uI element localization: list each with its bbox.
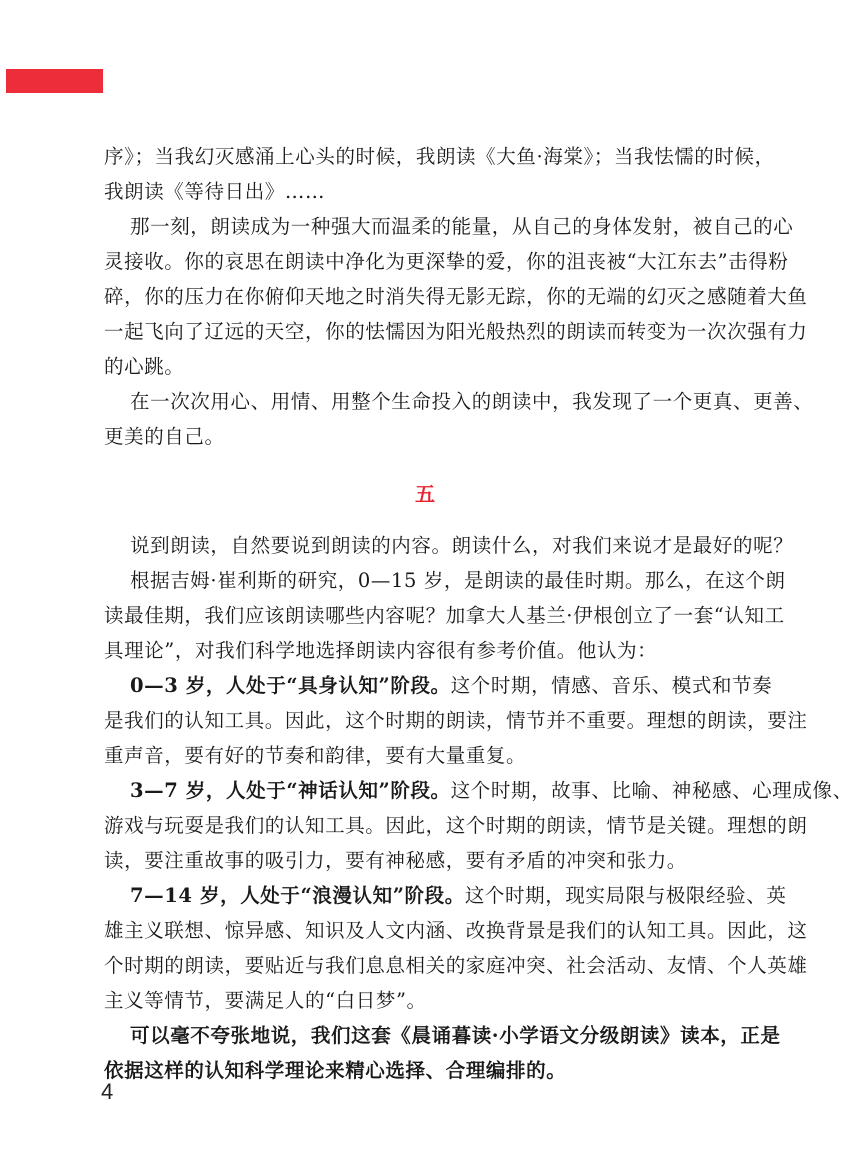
page-body	[104, 139, 853, 1088]
paragraph-line: 说到朗读，自然要说到朗读的内容。朗读什么，对我们来说才是最好的呢？	[130, 534, 794, 557]
page-number: 4	[101, 1079, 114, 1104]
paragraph-line: 具理论”，对我们科学地选择朗读内容很有参考价值。他认为：	[104, 639, 658, 662]
conclusion-line: 可以毫不夸张地说，我们这套《晨诵暮读·小学语文分级朗读》读本，正是	[130, 1024, 781, 1047]
paragraph-line: 读最佳期，我们应该朗读哪些内容呢？加拿大人基兰·伊根创立了一套“认知工	[104, 604, 785, 627]
paragraph-line: 我朗读《等待日出》……	[104, 180, 326, 203]
stage-heading: 7—14 岁，人处于“浪漫认知”阶段。	[130, 884, 465, 907]
paragraph-text: 这个时期，现实局限与极限经验、英	[464, 884, 787, 907]
paragraph-line: 重声音，要有好的节奏和韵律，要有大量重复。	[104, 744, 527, 767]
paragraph-line: 灵接收。你的哀思在朗读中净化为更深挚的爱，你的沮丧被“大江东去”击得粉	[104, 250, 789, 273]
conclusion-line: 依据这样的认知科学理论来精心选择、合理编排的。	[104, 1059, 567, 1082]
paragraph-line	[104, 878, 787, 913]
paragraph-line: 个时期的朗读，要贴近与我们息息相关的家庭冲突、社会活动、友情、个人英雄	[104, 954, 808, 977]
paragraph-line: 序》；当我幻灭感涌上心头的时候，我朗读《大鱼·海棠》；当我怯懦的时候，	[104, 145, 775, 168]
paragraph-line	[104, 668, 773, 703]
stage-heading: 3—7 岁，人处于“神话认知”阶段。	[130, 779, 451, 802]
paragraph-line: 那一刻，朗读成为一种强大而温柔的能量，从自己的身体发射，被自己的心	[130, 215, 794, 238]
paragraph-line: 一起飞向了辽远的天空，你的怯懦因为阳光般热烈的朗读而转变为一次次强有力	[104, 320, 808, 343]
chapter-color-tab	[6, 69, 103, 93]
paragraph-line: 主义等情节，要满足人的“白日梦”。	[104, 989, 427, 1012]
paragraph-line: 碎，你的压力在你俯仰天地之时消失得无影无踪，你的无端的幻灭之感随着大鱼	[104, 285, 808, 308]
section-title: 五	[415, 482, 435, 506]
paragraph-line	[104, 773, 853, 808]
paragraph-line: 更美的自己。	[104, 425, 225, 448]
paragraph-line: 是我们的认知工具。因此，这个时期的朗读，情节并不重要。理想的朗读，要注	[104, 709, 808, 732]
stage-heading: 0—3 岁，人处于“具身认知”阶段。	[130, 674, 451, 697]
paragraph-text: 这个时期，情感、音乐、模式和节奏	[450, 674, 773, 697]
paragraph-line: 读，要注重故事的吸引力，要有神秘感，要有矛盾的冲突和张力。	[104, 849, 687, 872]
paragraph-line: 在一次次用心、用情、用整个生命投入的朗读中，我发现了一个更真、更善、	[130, 390, 814, 413]
paragraph-line: 游戏与玩耍是我们的认知工具。因此，这个时期的朗读，情节是关键。理想的朗	[104, 814, 808, 837]
paragraph-line: 雄主义联想、惊异感、知识及人文内涵、改换背景是我们的认知工具。因此，这	[104, 919, 808, 942]
paragraph-text: 这个时期，故事、比喻、神秘感、心理成像、	[450, 779, 853, 802]
paragraph-line: 根据吉姆·崔利斯的研究，0—15 岁，是朗读的最佳时期。那么，在这个朗	[130, 569, 786, 592]
paragraph-line: 的心跳。	[104, 355, 185, 378]
